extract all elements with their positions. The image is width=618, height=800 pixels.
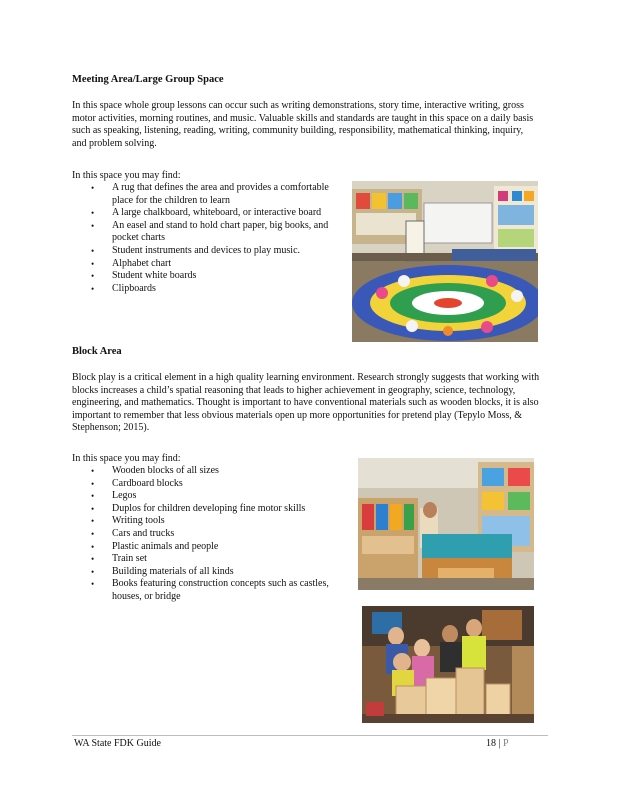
list-item: • Student white boards <box>91 270 197 282</box>
bullet-icon: • <box>91 503 95 514</box>
bullet-icon: • <box>91 245 95 256</box>
bullet-icon: • <box>91 208 95 219</box>
bullet-icon: • <box>91 566 95 577</box>
footer-title: WA State FDK Guide <box>74 738 161 749</box>
list-item: • An easel and stand to hold chart paper, big books, and pocket charts <box>91 219 329 244</box>
bullet-icon: • <box>91 478 95 489</box>
block-area-heading: Block Area <box>72 346 122 357</box>
children-blocks-photo <box>362 606 534 723</box>
bullet-icon: • <box>91 491 95 502</box>
bullet-icon: • <box>91 579 95 590</box>
meeting-area-find-label: In this space you may find: <box>72 170 181 181</box>
list-item: • Student instruments and devices to play music. <box>91 244 301 256</box>
bullet-icon: • <box>91 516 95 527</box>
list-item: • Cardboard blocks <box>91 477 183 489</box>
block-area-intro: Block play is a critical element in a high quality learning environment. Research strongly suggests that working with blocks increases a child’s spatial reasoning that leads to higher achievement in geography, science, technology, engineering, and mathematics. Thought is important to have conventional materials such as wooden blocks, it is also important to remember that less obvious materials open up more opportunities for pretend play (Tepylo Moss, & Stephenson; 2015). <box>72 372 540 434</box>
bullet-icon: • <box>91 541 95 552</box>
classroom-rug-photo <box>352 181 538 342</box>
bullet-icon: • <box>91 220 95 231</box>
bullet-icon: • <box>91 554 95 565</box>
list-item: • Train set <box>91 553 147 565</box>
list-item: • Writing tools <box>91 515 165 527</box>
list-item: • Wooden blocks of all sizes <box>91 465 219 476</box>
bullet-icon: • <box>91 528 95 539</box>
list-item: • Books featuring construction concepts such as castles, houses, or bridge <box>91 578 329 602</box>
bullet-icon: • <box>91 258 95 269</box>
bullet-icon: • <box>91 466 95 476</box>
list-item: • Cars and trucks <box>91 527 175 539</box>
block-area-find-label: In this space you may find: <box>72 453 181 464</box>
list-item: • Legos <box>91 490 137 502</box>
footer-divider <box>72 735 548 736</box>
bullet-icon: • <box>91 283 95 294</box>
block-area-list <box>84 465 344 604</box>
list-item: • Plastic animals and people <box>91 540 219 552</box>
meeting-area-list <box>84 182 340 295</box>
meeting-area-heading: Meeting Area/Large Group Space <box>72 74 224 85</box>
bullet-icon: • <box>91 271 95 282</box>
list-item: • Duplos for children developing fine motor skills <box>91 502 306 514</box>
list-item: • Clipboards <box>91 282 156 294</box>
list-item: • A rug that defines the area and provides a comfortable place for the children to learn <box>91 182 329 206</box>
list-item: • A large chalkboard, whiteboard, or interactive board <box>91 207 322 219</box>
list-item: • Alphabet chart <box>91 257 172 269</box>
list-item: • Building materials of all kinds <box>91 565 234 577</box>
bullet-icon: • <box>91 183 95 193</box>
block-shelf-photo <box>358 458 534 590</box>
meeting-area-intro: In this space whole group lessons can occur such as writing demonstrations, story time, interactive writing, gross motor activities, morning routines, and music. Valuable skills and standards are taught in this space on a daily basis such as speaking, listening, reading, writing, community building, responsibility, mathematical thinking, inquiry, and problem solving. <box>72 100 534 149</box>
footer-page-number: 18 | P <box>486 738 509 749</box>
